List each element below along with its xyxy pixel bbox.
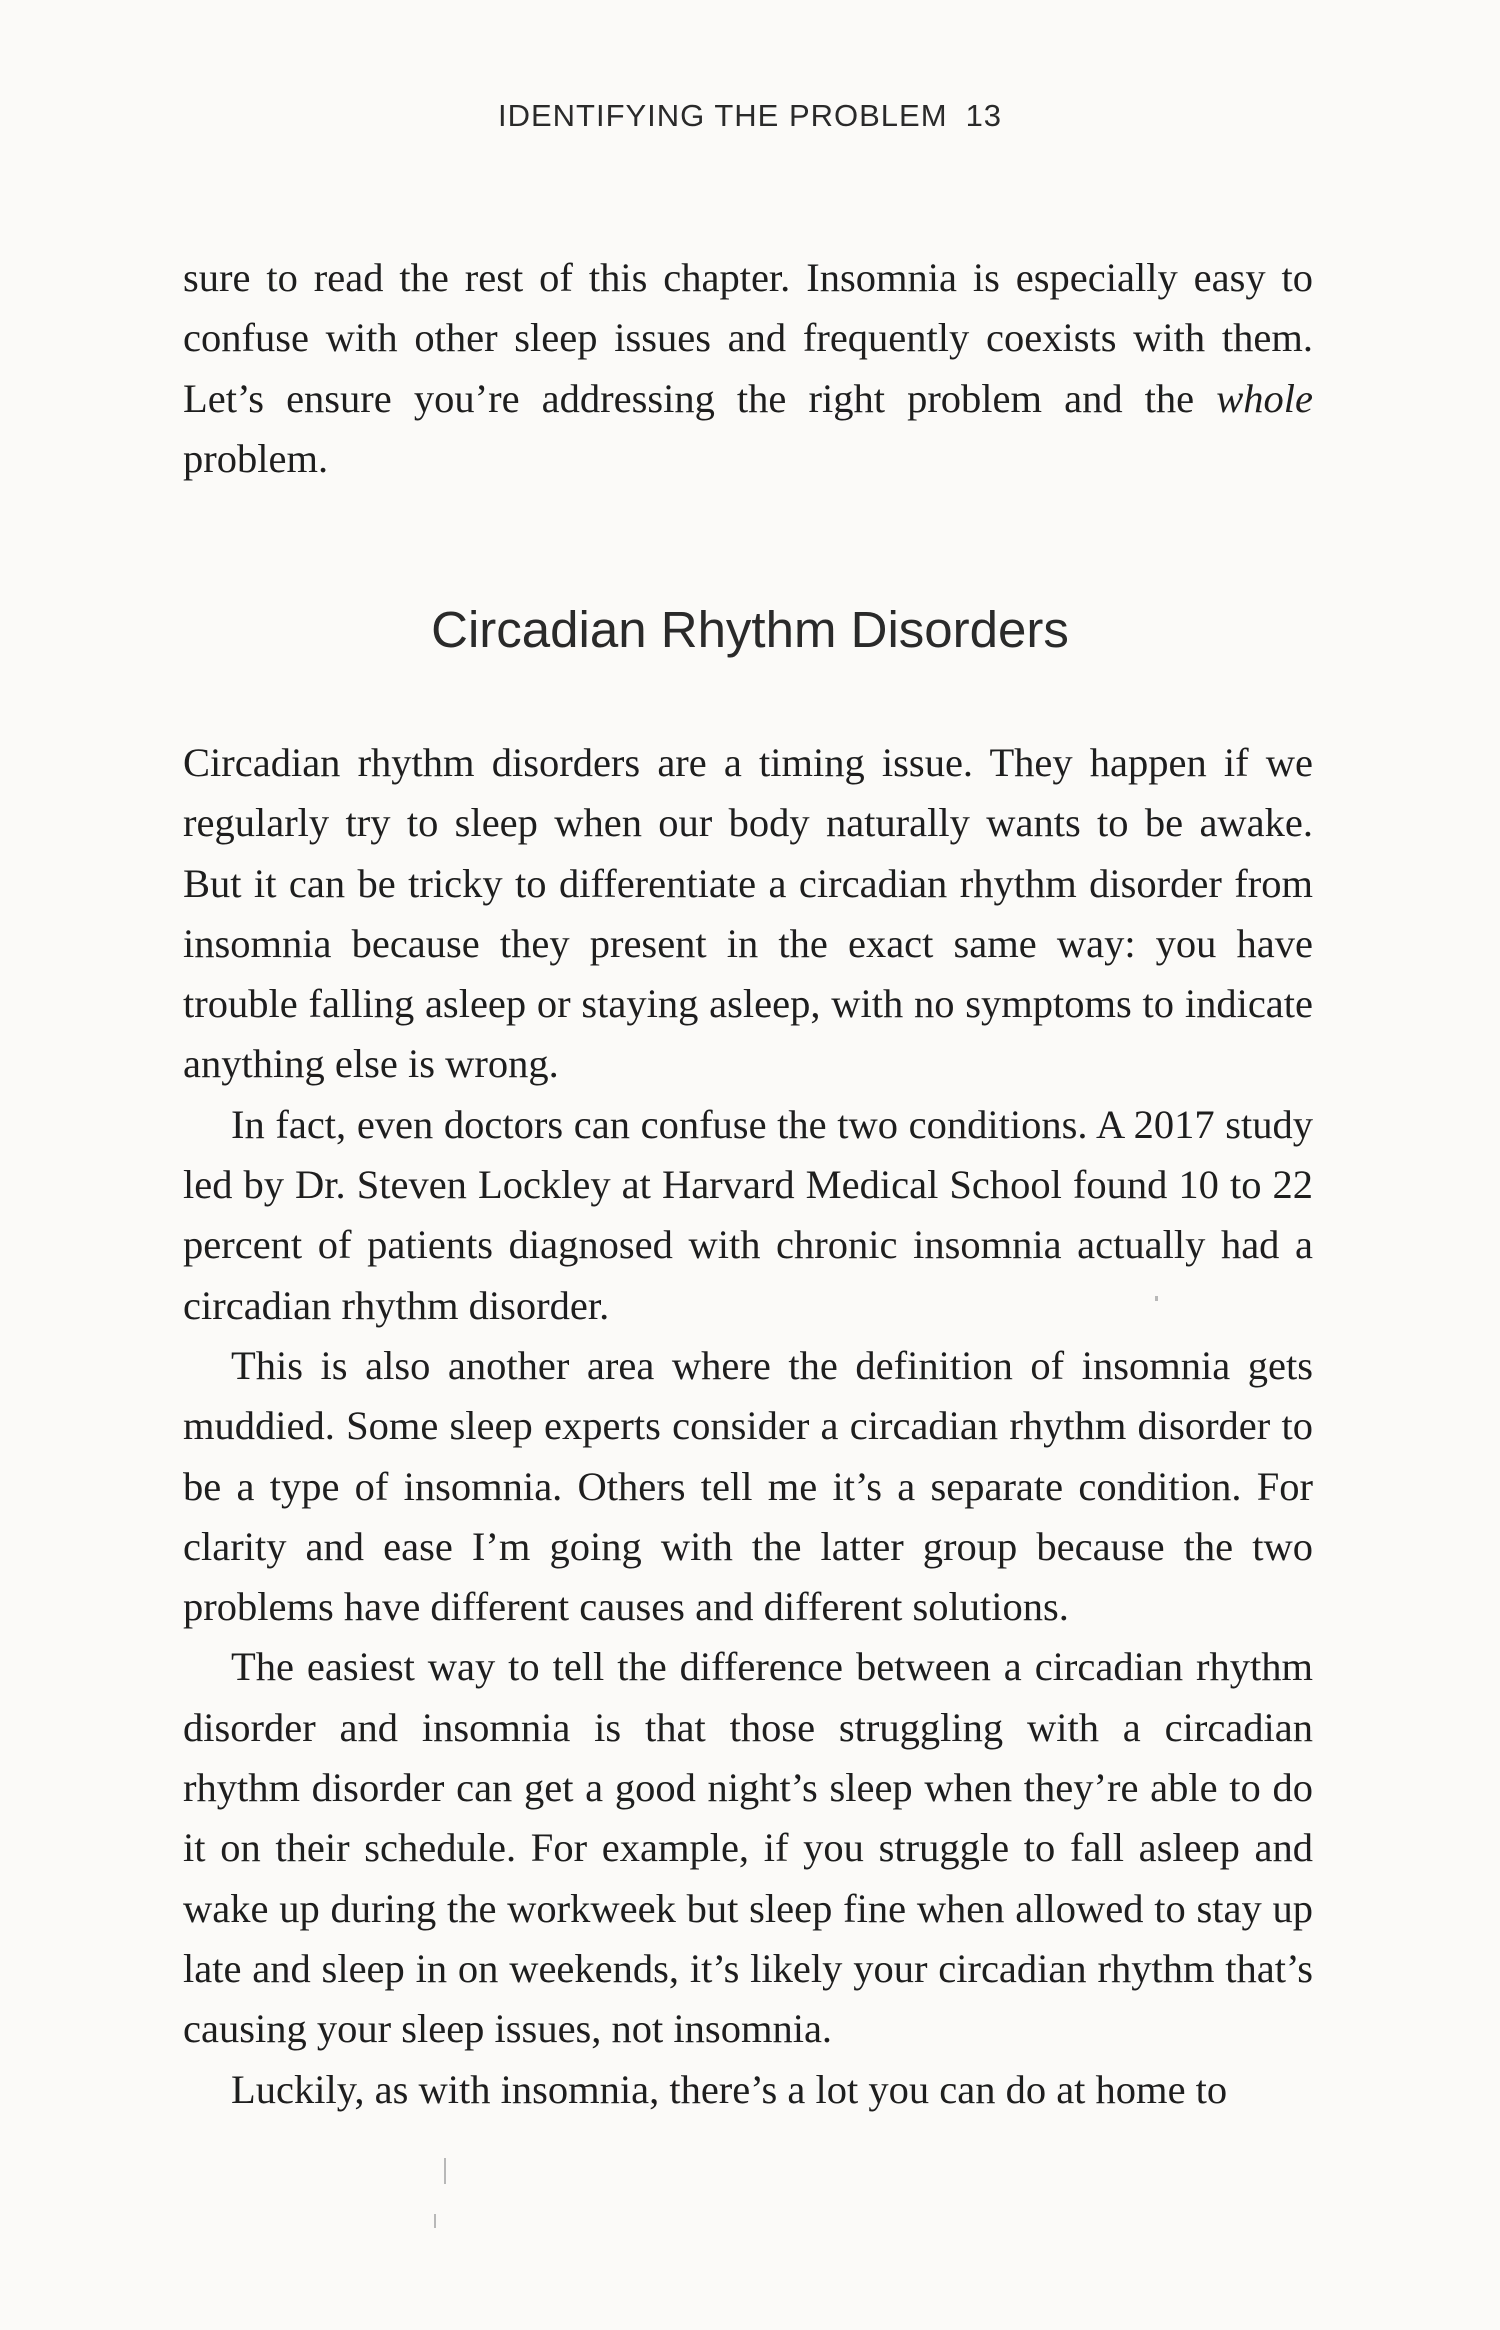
page-number: 13 — [965, 98, 1003, 133]
body-paragraph-2: In fact, even doctors can confuse the two conditions. A 2017 study led by Dr. Steven Lockley at Harvard Medical School found 10 to 22 percent of patients diagnosed with chronic insomnia actually had a circadian rhythm disorder. — [183, 1101, 1313, 1328]
body-paragraph-5: Luckily, as with insomnia, there’s a lot you can do at home to — [231, 2066, 1228, 2112]
intro-text-part-2: problem. — [183, 435, 329, 481]
running-head — [0, 98, 1500, 134]
section-heading: Circadian Rhythm Disorders — [431, 601, 1069, 658]
body-paragraph-4: The easiest way to tell the difference between a circadian rhythm disorder and insomnia is that those struggling with a circadian rhythm disorder can get a good night’s sleep when they’re able to do it on their schedule. For example, if you struggle to fall asleep and wake up during the workweek but sleep fine when allowed to stay up late and sleep in on weekends, it’s likely your circadian rhythm that’s causing your sleep issues, not insomnia. — [183, 1644, 1313, 2052]
intro-text — [183, 248, 1313, 489]
intro-paragraph — [183, 248, 1313, 489]
section-body — [183, 733, 1313, 2120]
running-title: IDENTIFYING THE PROBLEM — [497, 98, 948, 133]
scan-speck — [444, 2158, 446, 2184]
body-paragraph-3: This is also another area where the definition of insomnia gets muddied. Some sleep experts consider a circadian rhythm disorder to be a type of insomnia. Others tell me it’s a separate condition. For clarity and ease I’m going with the latter group because the two problems have different causes and different solutions. — [183, 1342, 1313, 1630]
scan-speck — [1155, 1296, 1158, 1301]
body-paragraph-1: Circadian rhythm disorders are a timing issue. They happen if we regularly try to sleep when our body naturally wants to be awake. But it can be tricky to differentiate a circadian rhythm disorder from insomnia because they present in the exact same way: you have trouble falling asleep or staying asleep, with no symptoms to indicate anything else is wrong. — [183, 740, 1313, 1087]
intro-italic-word: whole — [1216, 375, 1313, 421]
scan-speck — [434, 2214, 436, 2228]
intro-text-part-1: sure to read the rest of this chapter. Insomnia is especially easy to confuse with other sleep issues and frequently coexists with them. Let’s ensure you’re addressing the right problem and the — [183, 255, 1313, 421]
